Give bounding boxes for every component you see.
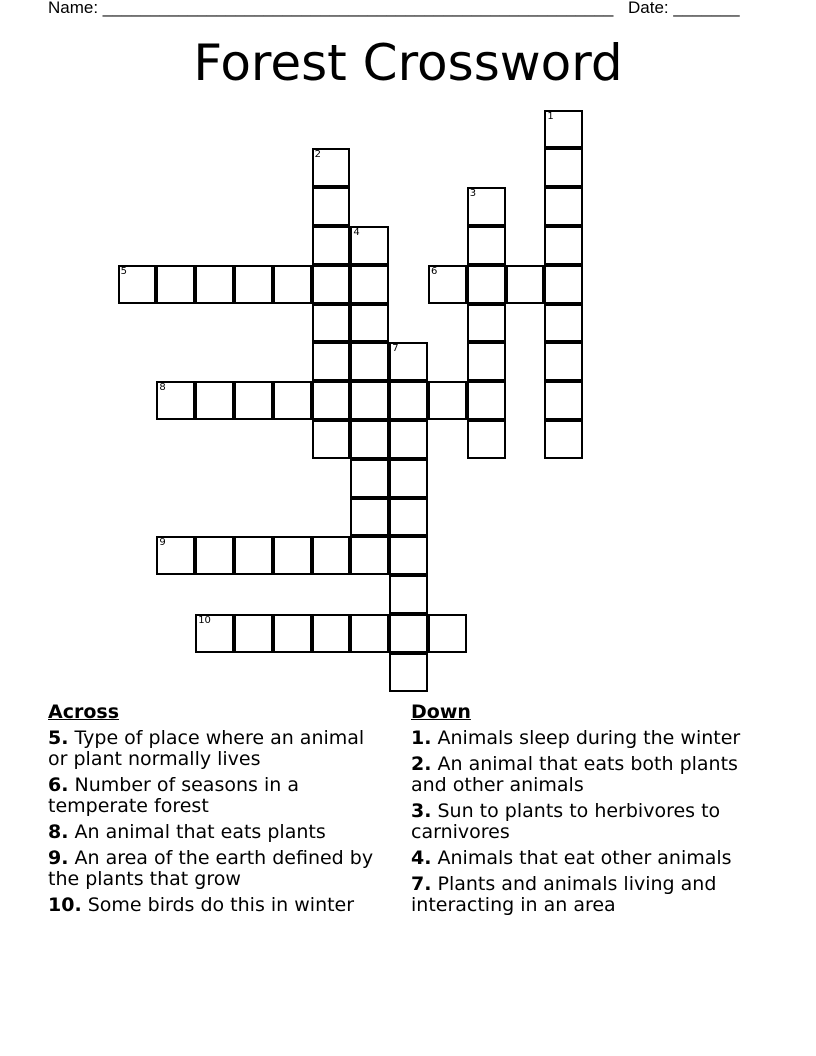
- crossword-cell[interactable]: [273, 614, 312, 653]
- crossword-cell[interactable]: [234, 536, 273, 575]
- across-clue: [48, 895, 388, 916]
- clue-number: 3.: [411, 800, 432, 822]
- crossword-cell[interactable]: [350, 498, 389, 537]
- clue-text: Plants and animals living and interacting in an area: [411, 873, 717, 916]
- crossword-cell[interactable]: [467, 420, 506, 459]
- clue-text: An animal that eats plants: [74, 821, 326, 843]
- crossword-cell[interactable]: [389, 536, 428, 575]
- crossword-cell[interactable]: [273, 536, 312, 575]
- crossword-cell[interactable]: [544, 110, 583, 149]
- crossword-cell[interactable]: [428, 265, 467, 304]
- crossword-cell[interactable]: [350, 226, 389, 265]
- across-clues: [48, 702, 388, 921]
- crossword-cell[interactable]: [195, 381, 234, 420]
- crossword-cell[interactable]: [544, 342, 583, 381]
- clue-text: Some birds do this in winter: [87, 894, 355, 916]
- clue-text: Sun to plants to herbivores to carnivores: [411, 800, 721, 843]
- cell-number: 5: [120, 265, 127, 277]
- crossword-cell[interactable]: [350, 342, 389, 381]
- crossword-cell[interactable]: [350, 536, 389, 575]
- crossword-cell[interactable]: [312, 226, 351, 265]
- crossword-cell[interactable]: [350, 304, 389, 343]
- down-clue: [411, 801, 756, 843]
- crossword-cell[interactable]: [156, 381, 195, 420]
- crossword-cell[interactable]: [467, 226, 506, 265]
- cell-number: 4: [353, 227, 360, 238]
- crossword-cell[interactable]: [350, 420, 389, 459]
- crossword-cell[interactable]: [544, 381, 583, 420]
- page-title: Forest Crossword: [193, 34, 623, 92]
- crossword-cell[interactable]: [389, 653, 428, 692]
- crossword-cell[interactable]: [467, 342, 506, 381]
- clue-text: An animal that eats both plants and other animals: [411, 753, 738, 796]
- cell-number: 9: [159, 537, 166, 549]
- crossword-cell[interactable]: [156, 536, 195, 575]
- crossword-cell[interactable]: [234, 265, 273, 304]
- crossword-cell[interactable]: [506, 265, 545, 304]
- across-clue: [48, 728, 388, 770]
- down-clues: [411, 702, 756, 921]
- crossword-cell[interactable]: [467, 265, 506, 304]
- crossword-cell[interactable]: [389, 420, 428, 459]
- cell-number: 2: [314, 149, 321, 161]
- cell-number: 10: [198, 615, 211, 626]
- name-field: Name: ______________________________________________________: [48, 0, 614, 17]
- crossword-cell[interactable]: [544, 304, 583, 343]
- crossword-cell[interactable]: [312, 536, 351, 575]
- clue-text: An area of the earth defined by the plants that grow: [48, 847, 374, 890]
- crossword-cell[interactable]: [467, 304, 506, 343]
- clue-number: 9.: [48, 847, 69, 869]
- crossword-cell[interactable]: [312, 265, 351, 304]
- cell-number: 6: [431, 265, 438, 277]
- across-clue: [48, 775, 388, 817]
- cell-number: 3: [469, 188, 477, 200]
- cell-number: 7: [392, 343, 399, 355]
- crossword-cell[interactable]: [544, 226, 583, 265]
- crossword-cell[interactable]: [118, 265, 157, 304]
- crossword-cell[interactable]: [195, 265, 234, 304]
- across-clue: [48, 848, 388, 890]
- crossword-cell[interactable]: [544, 420, 583, 459]
- crossword-cell[interactable]: [312, 304, 351, 343]
- across-clue: [48, 822, 388, 843]
- crossword-cell[interactable]: [467, 381, 506, 420]
- crossword-cell[interactable]: [389, 498, 428, 537]
- clue-text: Number of seasons in a temperate forest: [48, 774, 299, 817]
- crossword-cell[interactable]: [312, 381, 351, 420]
- crossword-cell[interactable]: [312, 614, 351, 653]
- clue-number: 10.: [48, 894, 82, 916]
- crossword-cell[interactable]: [350, 614, 389, 653]
- crossword-cell[interactable]: [234, 614, 273, 653]
- clue-number: 8.: [48, 821, 69, 843]
- clue-number: 2.: [411, 753, 432, 775]
- crossword-cell[interactable]: [389, 342, 428, 381]
- crossword-cell[interactable]: [234, 381, 273, 420]
- down-clue: [411, 848, 756, 869]
- crossword-cell[interactable]: [428, 614, 467, 653]
- cell-number: 1: [547, 110, 554, 122]
- clue-number: 5.: [48, 727, 69, 749]
- down-heading: Down: [411, 701, 471, 723]
- clue-text: Animals that eat other animals: [437, 847, 732, 869]
- crossword-cell[interactable]: [467, 187, 506, 226]
- crossword-cell[interactable]: [350, 459, 389, 498]
- clue-number: 1.: [411, 727, 432, 749]
- crossword-cell[interactable]: [312, 342, 351, 381]
- clue-number: 4.: [411, 847, 432, 869]
- crossword-cell[interactable]: [195, 536, 234, 575]
- crossword-cell[interactable]: [312, 187, 351, 226]
- crossword-cell[interactable]: [428, 381, 467, 420]
- clue-text: Animals sleep during the winter: [437, 727, 741, 749]
- crossword-cell[interactable]: [312, 420, 351, 459]
- crossword-cell[interactable]: [350, 381, 389, 420]
- down-clue: [411, 754, 756, 796]
- date-field: Date: _______: [628, 0, 740, 17]
- clue-text: Type of place where an animal or plant normally lives: [48, 727, 365, 770]
- crossword-cell[interactable]: [389, 575, 428, 614]
- across-heading: Across: [48, 701, 120, 723]
- clue-number: 7.: [411, 873, 432, 895]
- clue-number: 6.: [48, 774, 69, 796]
- crossword-cell[interactable]: [312, 148, 351, 187]
- crossword-cell[interactable]: [273, 265, 312, 304]
- crossword-cell[interactable]: [544, 265, 583, 304]
- down-clue: [411, 728, 756, 749]
- down-clue: [411, 874, 756, 916]
- crossword-cell[interactable]: [544, 148, 583, 187]
- crossword-cell[interactable]: [389, 381, 428, 420]
- crossword-cell[interactable]: [544, 187, 583, 226]
- crossword-cell[interactable]: [389, 614, 428, 653]
- crossword-cell[interactable]: [389, 459, 428, 498]
- crossword-cell[interactable]: [156, 265, 195, 304]
- cell-number: 8: [159, 382, 166, 394]
- crossword-cell[interactable]: [273, 381, 312, 420]
- crossword-cell[interactable]: [195, 614, 234, 653]
- crossword-cell[interactable]: [350, 265, 389, 304]
